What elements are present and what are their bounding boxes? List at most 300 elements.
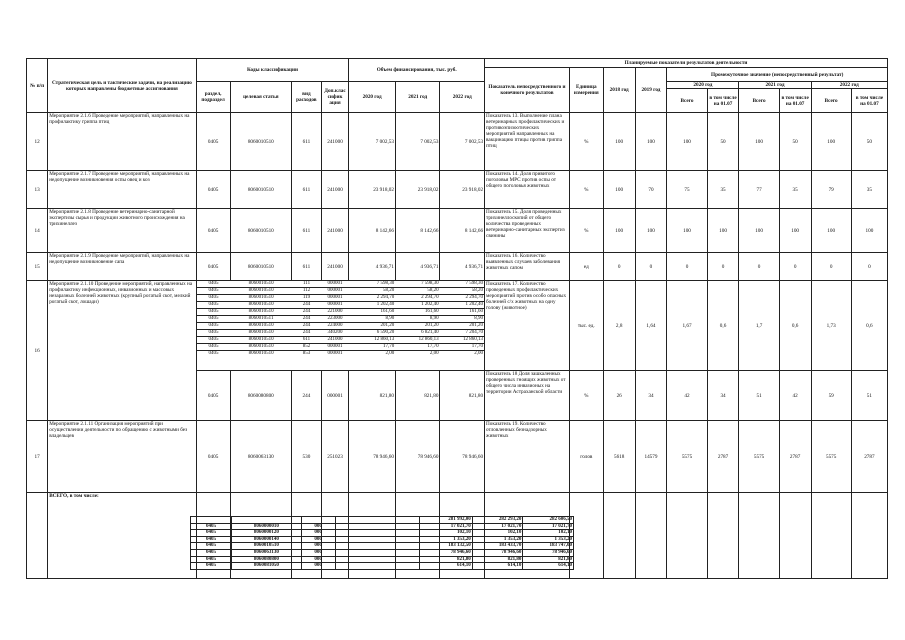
finance-value: 102,10 <box>523 530 574 537</box>
indicator-text: Показатель 18 Доля зашкаленных проверенных гноящих животных от общего числа инвазионых на территории Астраханской области <box>485 371 570 421</box>
empty-cell <box>231 517 301 524</box>
code-value: 112 <box>292 288 322 295</box>
indicator-value: 5575 <box>739 421 779 493</box>
finance-value: 8,90 <box>440 316 484 323</box>
total-label: ВСЕГО, в том числе: <box>48 493 196 579</box>
finance-value: 78 946,60 <box>419 549 472 556</box>
code-value: 0405 <box>208 351 219 357</box>
indicator-value: 1,64 <box>635 281 667 371</box>
finance-value: 2,00 <box>429 351 439 357</box>
indicator-value: 42 <box>667 371 707 421</box>
stat-code: 8060010510 <box>230 253 291 281</box>
vid-code: 000 <box>301 543 335 550</box>
indicator-value: 1,73 <box>811 281 851 371</box>
finance-value: 23 918,02 <box>395 171 440 209</box>
indicator-text: Показатель 14. Доля привитого поголовья МРС против оспы от общего поголовья животных <box>485 171 570 209</box>
vid-code: 000 <box>301 530 335 537</box>
finance-value: 2 294,70 <box>440 295 484 302</box>
empty-cell <box>335 543 419 550</box>
subtotal-row <box>191 523 574 530</box>
code-value: 0405 <box>197 316 231 323</box>
finance-value: 614,10 <box>419 563 472 570</box>
unit-value: тыс. ед. <box>569 281 603 371</box>
indicator-value: 42 <box>779 371 811 421</box>
indicator-value: 5618 <box>603 421 635 493</box>
subrow <box>197 337 484 344</box>
indicator-value: 0 <box>707 253 739 281</box>
code-value: 340200 <box>321 330 348 337</box>
indicator-value: 77 <box>739 171 779 209</box>
col-p2021: 2021 год <box>739 82 811 89</box>
dop-code: 251023 <box>321 421 349 493</box>
row-number <box>27 493 48 579</box>
vid-code: 611 <box>292 209 322 253</box>
goal-text: Мероприятие 2.1.6 Проведение мероприятий, направленных на профилактику гриппа птиц <box>48 113 196 171</box>
finance-value: 2,00 <box>474 351 484 357</box>
razdel-code: 0405 <box>191 523 232 530</box>
subtotal-row <box>191 556 574 563</box>
finance-value: 4 936,71 <box>349 253 396 281</box>
unit-value: % <box>569 371 603 421</box>
empty-cell <box>301 517 335 524</box>
finance-value: 17 021,70 <box>472 523 523 530</box>
code-value: 0405 <box>197 295 231 302</box>
unit-value: % <box>569 209 603 253</box>
indicator-value: 100 <box>603 113 635 171</box>
vid-code: 000 <box>301 563 335 570</box>
dop-code: 241000 <box>321 209 349 253</box>
row-number: 14 <box>27 209 48 253</box>
code-value: 611 <box>292 337 322 344</box>
col-f2020: 2020 год <box>349 82 396 113</box>
row-number: 15 <box>27 253 48 281</box>
finance-value: 7 002,53 <box>440 113 485 171</box>
finance-value: 102,10 <box>472 530 523 537</box>
subrows-table <box>197 281 484 357</box>
indicator-value: 2787 <box>707 421 739 493</box>
finance-value: 821,80 <box>395 371 440 421</box>
col-p2020: 2020 год <box>667 82 739 89</box>
finance-value: 58,20 <box>440 288 484 295</box>
finance-value: 8,90 <box>395 316 439 323</box>
goal-text: Мероприятие 2.1.8 Проведение ветеринарно-санитарной экспертизы сырья и продукции животного происхождения на трихинеллез <box>48 209 196 253</box>
indicator-text: Показатель 19. Количество отловленных безнадзорных животных <box>485 421 570 493</box>
indicator-value: 0 <box>851 253 887 281</box>
razdel-code: 0405 <box>191 543 232 550</box>
vid-code: 000 <box>301 556 335 563</box>
row-number: 13 <box>27 171 48 209</box>
vid-code: 244 <box>292 371 322 421</box>
col-total-2021: Всего <box>739 89 779 113</box>
razdel-code: 0405 <box>196 209 230 253</box>
code-value: 0405 <box>197 281 231 288</box>
finance-value: 17,70 <box>349 344 395 351</box>
finance-value: 58,20 <box>349 288 395 295</box>
vid-code: 611 <box>292 253 322 281</box>
indicator-value: 100 <box>739 209 779 253</box>
code-value: 8060010510 <box>230 281 291 288</box>
finance-value: 4 936,71 <box>395 253 440 281</box>
empty-cell <box>707 493 739 579</box>
indicator-text: Показатель 16. Количество выявленных случаев заболевания животных сапом <box>485 253 570 281</box>
table-row <box>27 421 888 493</box>
stat-code: 8060000010 <box>231 523 301 530</box>
table-row <box>27 209 888 253</box>
indicator-value: 1,67 <box>667 281 707 371</box>
indicator-value: 59 <box>811 371 851 421</box>
code-value: 244 <box>292 302 322 309</box>
finance-value: 12 860,13 <box>395 337 439 344</box>
razdel-code: 0405 <box>191 556 232 563</box>
indicator-value: 50 <box>707 113 739 171</box>
empty-cell <box>335 523 419 530</box>
code-value: 0405 <box>197 344 231 351</box>
unit-value: % <box>569 171 603 209</box>
code-value: 0405 <box>197 337 231 344</box>
razdel-code: 0405 <box>191 530 232 537</box>
col-incl-2021: в том числе на 01.07 <box>779 89 811 113</box>
empty-cell <box>667 493 707 579</box>
code-value: 000001 <box>321 295 348 302</box>
finance-value: 821,80 <box>349 371 396 421</box>
finance-value: 2,00 <box>385 351 395 357</box>
code-value: 000001 <box>321 302 348 309</box>
total-sum-value: 282 293,20 <box>472 517 523 524</box>
empty-cell <box>635 493 667 579</box>
finance-value: 102,10 <box>419 530 472 537</box>
table-row <box>27 171 888 209</box>
finance-value: 821,80 <box>440 371 485 421</box>
indicator-text: Показатель 13. Выполнение плана ветеринарных профилактических и противоэпизоотических мероприятий направленных на вакцинацию птицы против гриппа птиц <box>485 113 570 171</box>
finance-value: 161,60 <box>349 309 395 316</box>
indicator-value: 0,6 <box>707 281 739 371</box>
indicator-value: 100 <box>603 209 635 253</box>
subrow <box>197 344 484 351</box>
indicator-value: 50 <box>851 113 887 171</box>
finance-value: 1 353,20 <box>419 536 472 543</box>
code-value: 244 <box>292 309 322 316</box>
col-volume: Объем финансирования, тыс. руб. <box>349 59 485 82</box>
stat-code: 8060063130 <box>231 549 301 556</box>
finance-value: 7 598,30 <box>440 281 484 288</box>
budget-table-wrapper <box>26 58 888 579</box>
col-intermediate: Промежуточное значение (непосредственный результат) <box>667 68 888 82</box>
finance-value: 161,60 <box>395 309 439 316</box>
dop-code: 000001 <box>321 371 349 421</box>
indicator-value: 100 <box>635 113 667 171</box>
code-value: 8060010510 <box>230 288 291 295</box>
empty-cell <box>811 493 851 579</box>
finance-value: 8 142,66 <box>349 209 396 253</box>
finance-value: 7 002,53 <box>395 113 440 171</box>
code-value: 111 <box>292 281 322 288</box>
finance-value: 1 202,40 <box>440 302 484 309</box>
finance-value: 8,90 <box>349 316 395 323</box>
stat-code: 8060010510 <box>230 209 291 253</box>
indicator-value: 2,8 <box>603 281 635 371</box>
finance-value: 2 294,70 <box>349 295 395 302</box>
code-value: 000001 <box>321 288 348 295</box>
indicator-value: 0 <box>635 253 667 281</box>
indicator-value: 100 <box>603 171 635 209</box>
code-value: 244 <box>292 316 322 323</box>
indicator-value: 0,6 <box>779 281 811 371</box>
finance-value: 614,10 <box>523 563 574 570</box>
code-value: 223000 <box>321 316 348 323</box>
row-number: 17 <box>27 421 48 493</box>
indicator-text: Показатель 17. Количество проведенных профилактических мероприятий против особо опасных болезней с/х животных на одну голову (животное) <box>485 281 570 371</box>
subrow <box>197 295 484 302</box>
finance-value: 23 918,02 <box>440 171 485 209</box>
finance-value: 78 946,60 <box>349 421 396 493</box>
goal-text: Мероприятие 2.1.11 Организация мероприятий при осуществлении деятельности по обращению с животными без владельцев <box>48 421 196 493</box>
row-number: 16 <box>27 281 48 421</box>
indicator-value: 70 <box>635 171 667 209</box>
vid-code: 000 <box>301 523 335 530</box>
finance-value: 183 747,00 <box>523 543 574 550</box>
dop-code: 241000 <box>321 113 349 171</box>
indicator-value: 2787 <box>851 421 887 493</box>
indicator-value: 35 <box>707 171 739 209</box>
code-value: 8060010510 <box>230 330 291 337</box>
razdel-code: 0405 <box>196 371 230 421</box>
dop-code: 241000 <box>321 171 349 209</box>
finance-value: 183 433,70 <box>472 543 523 550</box>
razdel-code: 0405 <box>196 421 230 493</box>
code-value: 0405 <box>197 309 231 316</box>
goal-text: Мероприятие 2.1.10 Проведение мероприятий, направленных на профилактику инфекционных, инвазионных и массовых незаразных болезней животных (крупный рогатый скот, мелкий рогатый скот, лошади) <box>48 281 196 421</box>
finance-value: 1 202,40 <box>395 302 439 309</box>
empty-cell <box>335 563 419 570</box>
stat-code: 8060000140 <box>231 536 301 543</box>
indicator-value: 1,7 <box>739 281 779 371</box>
stat-code: 8060010510 <box>230 171 291 209</box>
total-breakdown-table <box>190 516 574 570</box>
col-goal: Стратегическая цель и тактические задачи, на реализацию которых направлены бюджетные ассигнования <box>48 59 196 113</box>
finance-value: 4 936,71 <box>440 253 485 281</box>
indicator-value: 0 <box>667 253 707 281</box>
empty-cell <box>335 536 419 543</box>
col-p2022: 2022 год <box>811 82 887 89</box>
razdel-code: 0405 <box>191 536 232 543</box>
finance-value: 17,70 <box>395 344 439 351</box>
indicator-value: 100 <box>635 209 667 253</box>
code-value: 8060010511 <box>230 316 291 323</box>
vid-code: 611 <box>292 171 322 209</box>
indicator-value: 26 <box>603 371 635 421</box>
finance-value: 78 946,60 <box>523 549 574 556</box>
indicator-value: 75 <box>667 171 707 209</box>
indicator-value: 100 <box>811 209 851 253</box>
finance-value: 201,20 <box>395 323 439 330</box>
subtotal-row <box>191 563 574 570</box>
finance-value: 201,20 <box>349 323 395 330</box>
finance-value: 201,20 <box>440 323 484 330</box>
indicator-value: 100 <box>667 209 707 253</box>
finance-value: 8 142,66 <box>440 209 485 253</box>
empty-cell <box>335 556 419 563</box>
goal-text: Мероприятие 2.1.7 Проведение мероприятий, направленных на недопущение возникновения оспы овец и коз <box>48 171 196 209</box>
col-2018: 2018 год <box>603 68 635 113</box>
indicator-value: 50 <box>779 113 811 171</box>
subrow <box>197 309 484 316</box>
finance-value: 1 353,20 <box>472 536 523 543</box>
code-value: 0405 <box>197 288 231 295</box>
vid-code: 530 <box>292 421 322 493</box>
indicator-text: Показатель 15. Доля проведенных трихинеллоскопий от общего количества проведенных ветеринарно-санитарных экспертиз свинины <box>485 209 570 253</box>
code-value: 244 <box>292 323 322 330</box>
col-incl-2020: в том числе на 01.07 <box>707 89 739 113</box>
finance-value: 821,80 <box>472 556 523 563</box>
finance-value: 2 294,70 <box>395 295 439 302</box>
indicator-value: 0 <box>779 253 811 281</box>
stat-code: 8060080800 <box>231 556 301 563</box>
vid-code: 000 <box>301 536 335 543</box>
empty-cell <box>851 493 887 579</box>
col-total-2020: Всего <box>667 89 707 113</box>
indicator-value: 100 <box>851 209 887 253</box>
code-value: 852 <box>292 344 322 351</box>
code-value: 241000 <box>321 337 348 344</box>
stat-code: 8060080800 <box>230 371 291 421</box>
finance-value: 17,70 <box>440 344 484 351</box>
col-num: № п/п <box>27 59 48 113</box>
stat-code: 8060063130 <box>230 421 291 493</box>
finance-value: 7 204,70 <box>440 330 484 337</box>
col-f2022: 2022 год <box>440 82 485 113</box>
finance-value: 1 202,40 <box>349 302 395 309</box>
finance-value: 1 353,20 <box>523 536 574 543</box>
finance-value: 7 598,30 <box>395 281 439 288</box>
indicator-value: 14579 <box>635 421 667 493</box>
empty-cell <box>739 493 779 579</box>
subtotal-row <box>191 549 574 556</box>
dop-code: 241000 <box>321 253 349 281</box>
goal-text: Мероприятие 2.1.9 Проведение мероприятий, направленных на недопущение возникновение сапа <box>48 253 196 281</box>
indicator-value: 100 <box>667 113 707 171</box>
razdel-code: 0405 <box>191 549 232 556</box>
indicator-value: 34 <box>635 371 667 421</box>
col-total-2022: Всего <box>811 89 851 113</box>
col-f2021: 2021 год <box>395 82 440 113</box>
subtotal-row <box>191 530 574 537</box>
code-value: 8060010510 <box>230 309 291 316</box>
indicator-value: 0 <box>811 253 851 281</box>
table-row <box>27 281 888 371</box>
razdel-code: 0405 <box>196 253 230 281</box>
col-codes: Коды классификации <box>196 59 349 82</box>
stat-code: 8060000120 <box>231 530 301 537</box>
indicator-value: 100 <box>707 209 739 253</box>
subrow <box>197 351 484 358</box>
code-value: 0405 <box>197 330 231 337</box>
finance-value: 58,20 <box>395 288 439 295</box>
indicator-value: 0 <box>603 253 635 281</box>
finance-value: 17 021,70 <box>523 523 574 530</box>
code-value: 853 <box>302 351 311 357</box>
col-incl-2022: в том числе на 01.07 <box>851 89 887 113</box>
stat-code: 8060081050 <box>231 563 301 570</box>
stat-code: 8060010510 <box>231 543 301 550</box>
budget-table <box>26 58 888 579</box>
subtotal-row <box>191 543 574 550</box>
unit-value: % <box>569 113 603 171</box>
finance-value: 78 946,60 <box>440 421 485 493</box>
empty-cell <box>335 549 419 556</box>
empty-cell <box>603 493 635 579</box>
finance-value: 183 132,50 <box>419 543 472 550</box>
total-sum-value: 281 992,00 <box>419 517 472 524</box>
razdel-code: 0405 <box>191 563 232 570</box>
code-value: 224000 <box>321 323 348 330</box>
finance-value: 78 946,60 <box>472 549 523 556</box>
finance-value: 6 821,40 <box>395 330 439 337</box>
empty-cell <box>191 517 232 524</box>
code-value: 221000 <box>321 309 348 316</box>
finance-value: 12 860,13 <box>349 337 395 344</box>
razdel-code: 0405 <box>196 171 230 209</box>
empty-cell <box>569 493 603 579</box>
indicator-value: 35 <box>779 171 811 209</box>
finance-value: 8 142,66 <box>395 209 440 253</box>
code-value: 8060010510 <box>230 344 291 351</box>
col-planned: Планируемые показатели результатов деятельности <box>485 59 888 68</box>
finance-value: 821,80 <box>419 556 472 563</box>
finance-value: 6 590,20 <box>349 330 395 337</box>
code-value: 8060010510 <box>248 351 274 357</box>
col-indicator: Показатель непосредственного и конечного результатов <box>485 68 570 113</box>
subtotal-row <box>191 536 574 543</box>
code-value: 000001 <box>321 344 348 351</box>
finance-value: 614,10 <box>472 563 523 570</box>
indicator-value: 51 <box>739 371 779 421</box>
empty-cell <box>779 493 811 579</box>
indicator-value: 2787 <box>779 421 811 493</box>
finance-value: 821,80 <box>523 556 574 563</box>
finance-value: 12 860,13 <box>440 337 484 344</box>
indicator-value: 79 <box>811 171 851 209</box>
table-row <box>27 113 888 171</box>
indicator-value: 0 <box>739 253 779 281</box>
indicator-value: 100 <box>811 113 851 171</box>
code-value: 0405 <box>197 302 231 309</box>
col-stat: целевая статья <box>230 82 291 113</box>
code-value: 8060010510 <box>230 302 291 309</box>
indicator-value: 35 <box>851 171 887 209</box>
code-value: 000001 <box>321 281 348 288</box>
code-value: 000001 <box>327 351 343 357</box>
col-2019: 2019 год <box>635 68 667 113</box>
subrow <box>197 323 484 330</box>
finance-value: 161,60 <box>440 309 484 316</box>
finance-value: 17 021,70 <box>419 523 472 530</box>
subtotal-sum-row <box>191 517 574 524</box>
col-dop: Доп.клас сифик ация <box>321 82 349 113</box>
empty-cell <box>335 530 419 537</box>
row-number: 12 <box>27 113 48 171</box>
subrow <box>197 330 484 337</box>
finance-value: 78 946,60 <box>395 421 440 493</box>
code-value: 8060010510 <box>230 295 291 302</box>
subrows-cell <box>196 281 484 371</box>
indicator-value: 34 <box>707 371 739 421</box>
indicator-value: 5575 <box>811 421 851 493</box>
empty-cell <box>335 517 419 524</box>
total-sum-value: 282 606,50 <box>523 517 574 524</box>
code-value: 0405 <box>197 323 231 330</box>
indicator-value: 0,6 <box>851 281 887 371</box>
indicator-value: 5575 <box>667 421 707 493</box>
